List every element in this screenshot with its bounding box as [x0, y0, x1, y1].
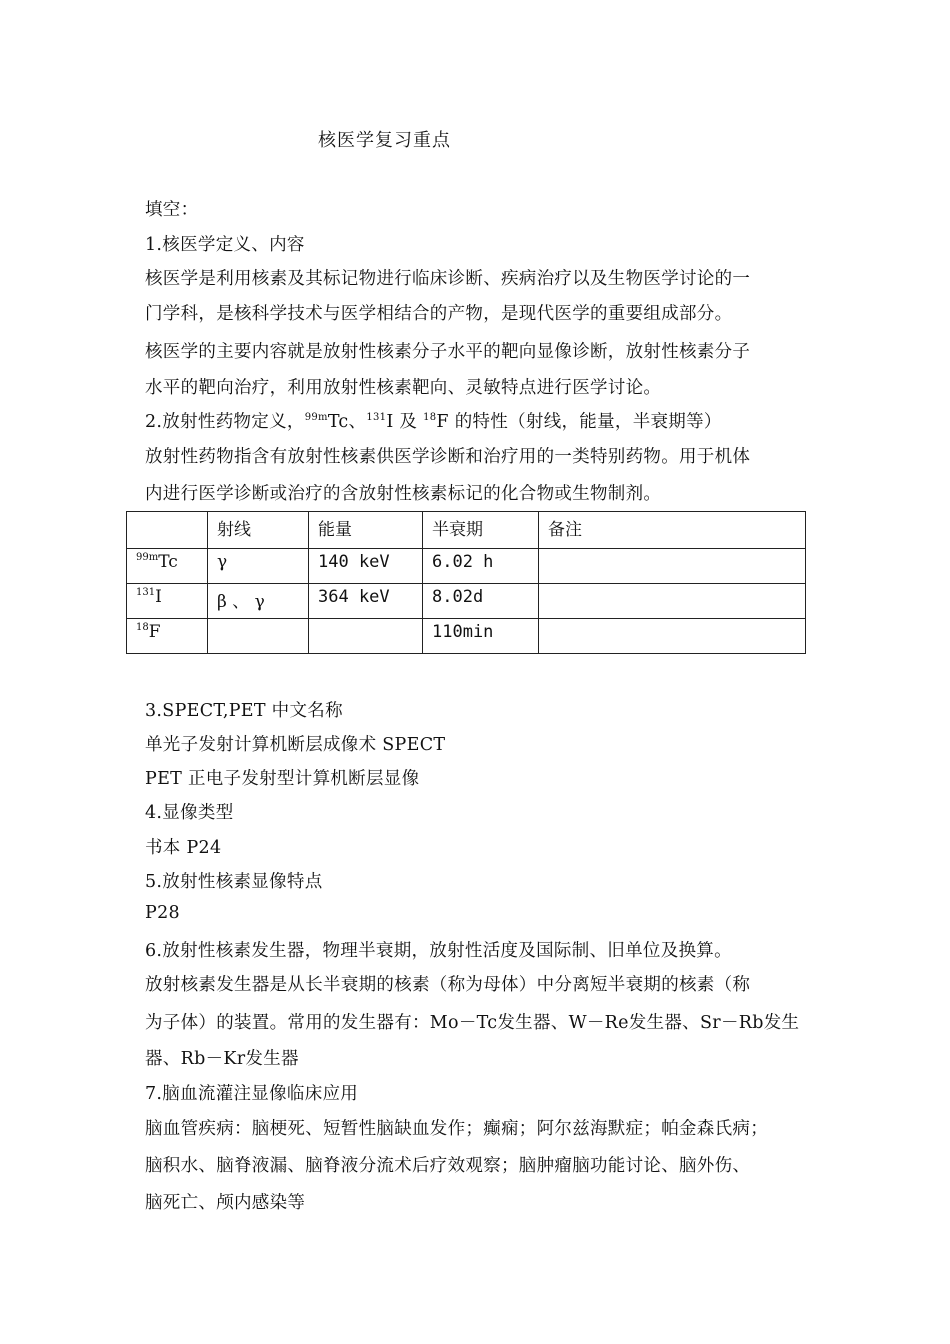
isotope-sup: 131	[366, 412, 387, 423]
page-title: 核医学复习重点	[318, 130, 451, 151]
q7-heading: 7.脑血流灌注显像临床应用	[145, 1084, 359, 1104]
q5-heading: 5.放射性核素显像特点	[145, 872, 323, 892]
energy-cell: 364 keV	[309, 584, 423, 619]
ray-cell: β 、 γ	[208, 584, 309, 619]
q1-line: 核医学是利用核素及其标记物进行临床诊断、疾病治疗以及生物医学讨论的一	[145, 269, 751, 289]
energy-cell	[309, 619, 423, 654]
isotope-name: Tc	[158, 552, 178, 572]
q4-line: 书本 P24	[145, 838, 222, 858]
q3-line: 单光子发射计算机断层成像术 SPECT	[145, 735, 446, 755]
q2-heading-pre: 2.放射性药物定义，	[145, 412, 305, 432]
q7-line: 脑死亡、颅内感染等	[145, 1193, 306, 1213]
q1-line: 核医学的主要内容就是放射性核素分子水平的靶向显像诊断，放射性核素分子	[145, 342, 751, 362]
q5-line: P28	[145, 903, 180, 923]
q3-line: PET 正电子发射型计算机断层显像	[145, 769, 420, 789]
q2-heading	[145, 408, 722, 433]
q6-line: 为子体）的装置。常用的发生器有：Mo－Tc发生器、W－Re发生器、Sr－Rb发生	[145, 1013, 800, 1033]
q6-heading: 6.放射性核素发生器，物理半衰期，放射性活度及国际制、旧单位及换算。	[145, 941, 732, 961]
note-cell	[539, 549, 806, 584]
ray-cell	[208, 619, 309, 654]
table-header-cell: 半衰期	[423, 512, 539, 549]
isotope-cell	[127, 549, 208, 584]
ray-cell: γ	[208, 549, 309, 584]
isotope-table	[126, 511, 806, 654]
isotope-name: F	[148, 622, 161, 642]
q7-line: 脑血管疾病：脑梗死、短暂性脑缺血发作；癫痫；阿尔兹海默症；帕金森氏病；	[145, 1119, 768, 1139]
note-cell	[539, 584, 806, 619]
table-header-cell: 备注	[539, 512, 806, 549]
isotope-cell	[127, 619, 208, 654]
isotope-cell	[127, 584, 208, 619]
q4-heading: 4.显像类型	[145, 803, 234, 823]
q7-line: 脑积水、脑脊液漏、脑脊液分流术后疗效观察；脑肿瘤脑功能讨论、脑外伤、	[145, 1156, 751, 1176]
table-row	[127, 584, 806, 619]
q1-line: 水平的靶向治疗，利用放射性核素靶向、灵敏特点进行医学讨论。	[145, 378, 662, 398]
table-row	[127, 619, 806, 654]
q2-line: 放射性药物指含有放射性核素供医学诊断和治疗用的一类特别药物。用于机体	[145, 447, 751, 467]
isotope-name: Tc、	[327, 412, 367, 432]
isotope-name: I 及	[386, 412, 424, 432]
isotope-sup: 18	[136, 622, 149, 633]
table-header-cell: 能量	[309, 512, 423, 549]
q1-heading: 1.核医学定义、内容	[145, 235, 305, 255]
isotope-sup: 18	[423, 412, 437, 423]
q6-line: 放射核素发生器是从长半衰期的核素（称为母体）中分离短半衰期的核素（称	[145, 975, 751, 995]
q1-line: 门学科，是核科学技术与医学相结合的产物，是现代医学的重要组成部分。	[145, 304, 733, 324]
energy-cell: 140 keV	[309, 549, 423, 584]
q6-line: 器、Rb－Kr发生器	[145, 1049, 299, 1069]
isotope-sup: 131	[136, 587, 156, 598]
halflife-cell: 6.02 h	[423, 549, 539, 584]
table-header-row	[127, 512, 806, 549]
note-cell	[539, 619, 806, 654]
isotope-sup: 99m	[304, 412, 328, 423]
q2-line: 内进行医学诊断或治疗的含放射性核素标记的化合物或生物制剂。	[145, 484, 662, 504]
q3-heading: 3.SPECT,PET 中文名称	[145, 701, 343, 721]
halflife-cell: 110min	[423, 619, 539, 654]
isotope-name: I	[155, 587, 162, 607]
halflife-cell: 8.02d	[423, 584, 539, 619]
q2-heading-post: F 的特性（射线，能量，半衰期等）	[436, 412, 722, 432]
section-label: 填空：	[145, 200, 199, 220]
isotope-sup: 99m	[136, 552, 159, 563]
table-header-cell: 射线	[208, 512, 309, 549]
table-row	[127, 549, 806, 584]
table-header-cell	[127, 512, 208, 549]
